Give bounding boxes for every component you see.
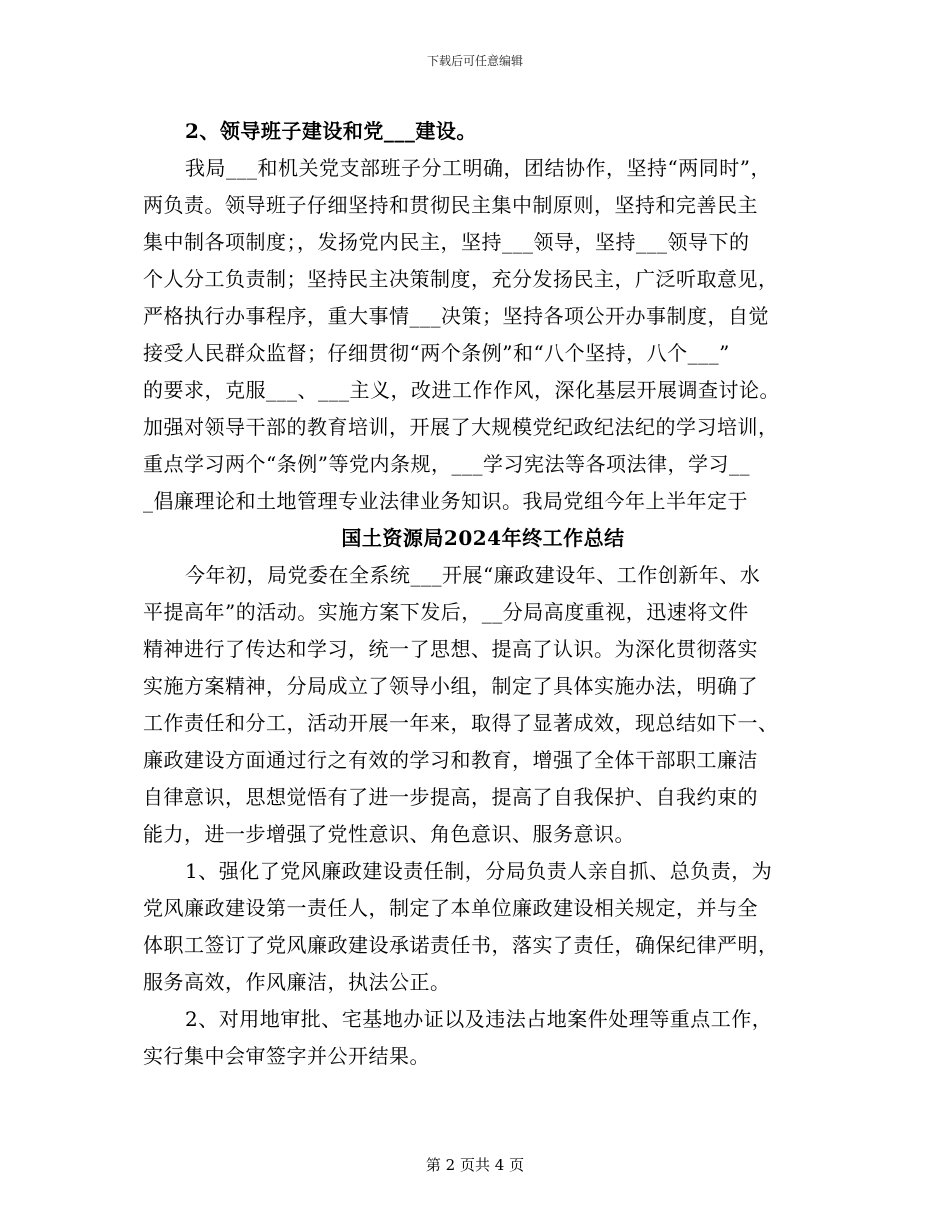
paragraph-line: 服务高效，作风廉洁，执法公正。 — [143, 970, 451, 994]
page-header: 下载后可任意编辑 — [426, 54, 523, 68]
document-body — [143, 113, 823, 1075]
paragraph-line: 严格执行办事程序，重大事情___决策；坚持各项公开办事制度，自觉 — [143, 304, 769, 328]
paragraph-line: 集中制各项制度；，发扬党内民主，坚持___领导，坚持___领导下的 — [143, 230, 750, 254]
paragraph-line: 2、对用地审批、宅基地办证以及违法占地案件处理等重点工作， — [185, 1007, 773, 1031]
section-heading: 2、领导班子建设和党___建设。 — [185, 119, 477, 143]
page-footer: 第 2 页共 4 页 — [425, 1156, 525, 1174]
paragraph-line: 能力，进一步增强了党性意识、角色意识、服务意识。 — [143, 822, 635, 846]
paragraph-line: 精神进行了传达和学习，统一了思想、提高了认识。为深化贯彻落实 — [143, 637, 758, 661]
paragraph-line: 重点学习两个“条例”等党内条规，___学习宪法等各项法律，学习__ — [143, 452, 750, 476]
paragraph-line: 1、强化了党风廉政建设责任制，分局负责人亲自抓、总负责，为 — [185, 859, 773, 883]
paragraph-line: 加强对领导干部的教育培训，开展了大规模党纪政纪法纪的学习培训， — [143, 415, 779, 439]
paragraph-line: 接受人民群众监督；仔细贯彻“两个条例”和“八个坚持，八个___” — [143, 341, 730, 365]
paragraph-line: 工作责任和分工，活动开展一年来，取得了显著成效，现总结如下一、 — [143, 711, 779, 735]
paragraph-line: 平提高年”的活动。实施方案下发后，__分局高度重视，迅速将文件 — [143, 600, 749, 624]
paragraph-line: 自律意识，思想觉悟有了进一步提高，提高了自我保护、自我约束的 — [143, 785, 758, 809]
paragraph-line: 个人分工负责制；坚持民主决策制度，充分发扬民主，广泛听取意见， — [143, 267, 779, 291]
paragraph-line: 我局___和机关党支部班子分工明确，团结协作，坚持“两同时”， — [185, 156, 771, 180]
paragraph-line: _倡廉理论和土地管理专业法律业务知识。我局党组今年上半年定于 — [143, 489, 748, 513]
paragraph-line: 党风廉政建设第一责任人，制定了本单位廉政建设相关规定，并与全 — [143, 896, 758, 920]
paragraph-line: 实行集中会审签字并公开结果。 — [143, 1044, 430, 1068]
paragraph-line: 廉政建设方面通过行之有效的学习和教育，增强了全体干部职工廉洁 — [143, 748, 758, 772]
paragraph-line: 体职工签订了党风廉政建设承诺责任书，落实了责任，确保纪律严明， — [143, 933, 779, 957]
paragraph-line: 两负责。领导班子仔细坚持和贯彻民主集中制原则，坚持和完善民主 — [143, 193, 758, 217]
paragraph-line: 的要求，克服___、___主义，改进工作作风，深化基层开展调查讨论。 — [143, 378, 780, 402]
paragraph-line: 实施方案精神，分局成立了领导小组，制定了具体实施办法，明确了 — [143, 674, 758, 698]
document-title: 国土资源局2024年终工作总结 — [341, 526, 625, 550]
paragraph-line: 今年初，局党委在全系统___开展“廉政建设年、工作创新年、水 — [185, 563, 761, 587]
